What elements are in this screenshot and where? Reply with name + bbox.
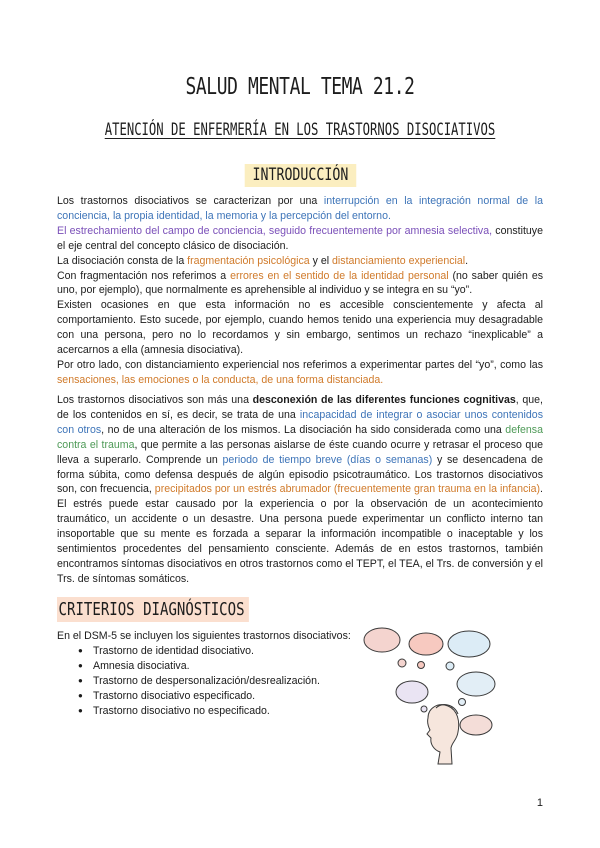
document-subtitle: ATENCIÓN DE ENFERMERÍA EN LOS TRASTORNOS DISOCIATIVOS xyxy=(104,120,496,140)
person-head-icon xyxy=(427,705,459,764)
intro-heading: INTRODUCCIÓN xyxy=(244,164,355,187)
thinking-person-illustration xyxy=(354,622,504,772)
thought-bubble-icon xyxy=(364,628,406,667)
thought-bubble-icon xyxy=(396,681,428,712)
thought-bubble-icon xyxy=(446,631,490,670)
criteria-heading: CRITERIOS DIAGNÓSTICOS xyxy=(57,597,249,622)
page-number: 1 xyxy=(536,797,543,809)
paragraph-6: Por otro lado, con distanciamiento experiencial nos referimos a experimentar partes del “yo”, como las sensaciones, las emociones o la conducta, de una forma distanciada. xyxy=(57,358,543,386)
thought-bubble-icon xyxy=(409,633,443,669)
list-item: ● Trastorno disociativo especificado. xyxy=(78,689,320,704)
thought-bubble-icon xyxy=(460,715,492,735)
intro-text-block xyxy=(57,194,543,388)
intro-heading-wrap xyxy=(0,164,600,187)
list-item: ● Trastorno de identidad disociativo. xyxy=(78,644,320,659)
paragraph-3: La disociación consta de la fragmentación psicológica y el distanciamiento experiencial. xyxy=(57,254,469,267)
paragraph-7: Los trastornos disociativos son más una desconexión de las diferentes funciones cognitivas, que, de los contenidos en sí, es decir, se trata de una incapacidad de integrar o asociar unos contenidos con otros, no de una alteración de los mismos. La disociación ha sido considerada como una defensa contra el trauma, que permite a las personas aislarse de éste cuando ocurre y retrasar el proceso que lleva a superarlo. Comprende un periodo de tiempo breve (días o semanas) y se desencadena de forma súbita, como defensa después de algún episodio psicotraumático. Los trastornos disociativos son, con frecuencia, precipitados por un estrés abrumador (frecuentemente gran trauma en la infancia). El estrés puede estar causado por la experiencia o por la observación de un acontecimiento traumático, un accidente o un desastre. Una persona puede experimentar un conflicto interno tan insoportable que su mente es forzada a separar la información incompatible o inaceptable y los sentimientos procedentes del pensamiento consciente. Además de en estos trastornos, también encontramos síntomas disociativos en otros trastornos como el TEPT, el TEA, el Trs. de conversión y el Trs. de síntomas somáticos. xyxy=(57,394,544,585)
list-item: ● Amnesia disociativa. xyxy=(78,659,320,674)
list-intro: En el DSM-5 se incluyen los siguientes trastornos disociativos: xyxy=(57,630,351,642)
thought-bubble-icon xyxy=(457,672,495,706)
paragraph-2: El estrechamiento del campo de conciencia, seguido frecuentemente por amnesia selectiva, constituye el eje central del concepto clásico de disociación. xyxy=(57,224,543,252)
paragraph-5: Existen ocasiones en que esta información no es accesible conscientemente y afecta al comportamiento. Esto sucede, por ejemplo, cuando hemos tenido una experiencia muy desagradable con una persona, pero no lo recordamos y sin embargo, sentimos un rechazo “inexplicable” a acercarnos a ella (amnesia disociativa). xyxy=(57,299,543,357)
list-item: ● Trastorno disociativo no especificado. xyxy=(78,704,320,719)
document-title: SALUD MENTAL TEMA 21.2 xyxy=(185,74,415,100)
second-text-block xyxy=(57,393,543,587)
paragraph-1: Los trastornos disociativos se caracterizan por una interrupción en la integración normal de la conciencia, la propia identidad, la memoria y la percepción del entorno. xyxy=(57,195,543,222)
paragraph-4: Con fragmentación nos referimos a errores en el sentido de la identidad personal (no saber quién es uno, por ejemplo), que normalmente es aprehensible al individuo y se integra en su “yo”. xyxy=(57,269,544,297)
disorder-list xyxy=(78,644,320,719)
list-item: ● Trastorno de despersonalización/desrealización. xyxy=(78,674,320,689)
